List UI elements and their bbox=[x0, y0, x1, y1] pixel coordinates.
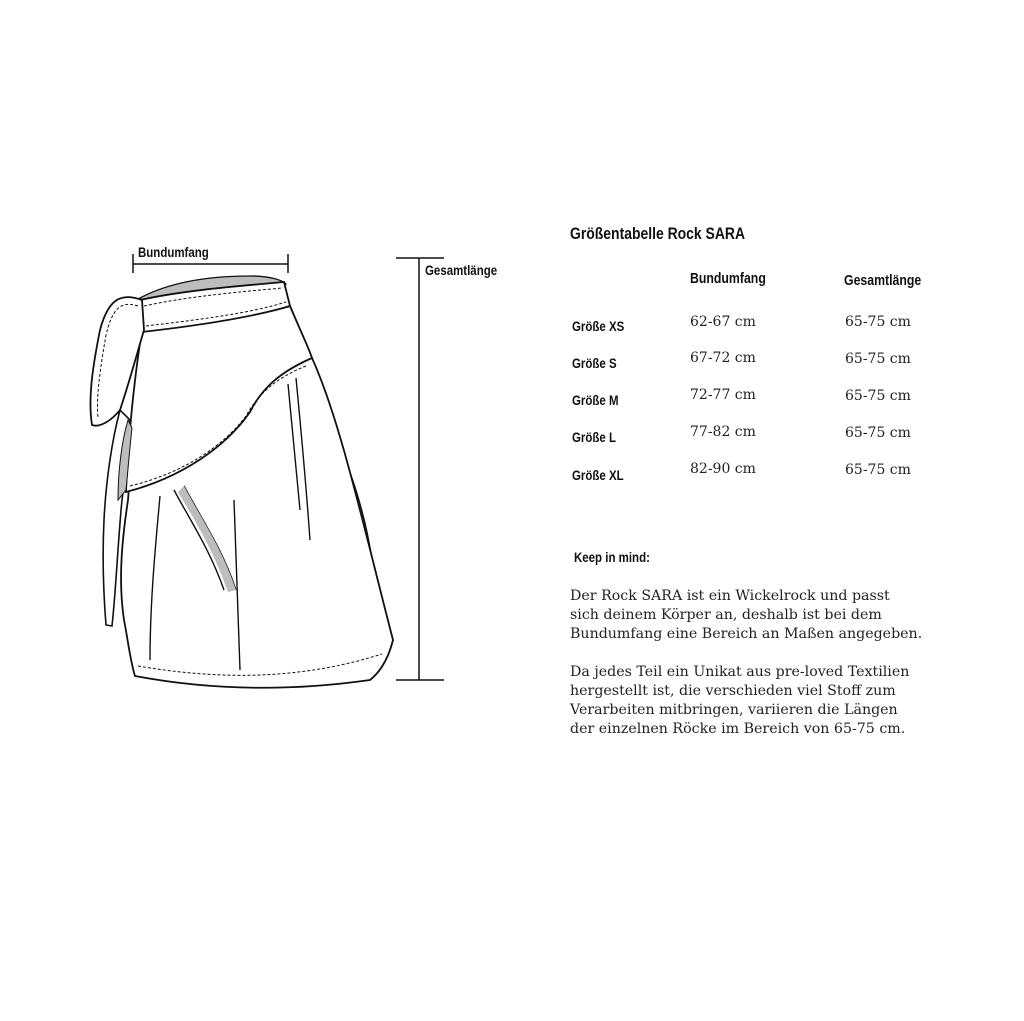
row-gesamtlaenge: 65-75 cm bbox=[845, 388, 911, 404]
notes-heading: Keep in mind: bbox=[574, 549, 650, 565]
paragraph-line: Da jedes Teil ein Unikat aus pre-loved Textilien bbox=[570, 664, 910, 680]
row-gesamtlaenge: 65-75 cm bbox=[845, 351, 911, 367]
paragraph-line: der einzelnen Röcke im Bereich von 65-75 cm. bbox=[570, 721, 906, 737]
label-bundumfang: Bundumfang bbox=[138, 244, 209, 260]
paragraph-line: Verarbeiten mitbringen, variieren die Längen bbox=[570, 702, 898, 718]
row-size-label: Größe L bbox=[572, 429, 617, 445]
paragraph-line: Der Rock SARA ist ein Wickelrock und passt bbox=[570, 588, 890, 604]
row-size-label: Größe XS bbox=[572, 318, 625, 334]
row-bundumfang: 82-90 cm bbox=[690, 461, 756, 477]
row-bundumfang: 62-67 cm bbox=[690, 314, 756, 330]
label-gesamtlaenge: Gesamtlänge bbox=[425, 262, 498, 278]
length-dimension-line bbox=[396, 258, 444, 680]
paragraph-line: sich deinem Körper an, deshalb ist bei dem bbox=[570, 607, 882, 623]
row-size-label: Größe XL bbox=[572, 467, 624, 483]
column-header-bundumfang: Bundumfang bbox=[690, 270, 766, 287]
row-gesamtlaenge: 65-75 cm bbox=[845, 314, 911, 330]
row-bundumfang: 72-77 cm bbox=[690, 387, 756, 403]
row-size-label: Größe S bbox=[572, 355, 617, 371]
paragraph-line: Bundumfang eine Bereich an Maßen angegeben. bbox=[570, 626, 923, 642]
notes-paragraph-1 bbox=[570, 587, 922, 644]
notes-paragraph-2 bbox=[570, 663, 909, 739]
row-size-label: Größe M bbox=[572, 392, 619, 408]
row-bundumfang: 67-72 cm bbox=[690, 350, 756, 366]
row-bundumfang: 77-82 cm bbox=[690, 424, 756, 440]
table-title: Größentabelle Rock SARA bbox=[570, 224, 746, 243]
row-gesamtlaenge: 65-75 cm bbox=[845, 425, 911, 441]
skirt-illustration bbox=[0, 0, 520, 720]
column-header-gesamtlaenge: Gesamtlänge bbox=[844, 272, 922, 289]
paragraph-line: hergestellt ist, die verschieden viel Stoff zum bbox=[570, 683, 896, 699]
row-gesamtlaenge: 65-75 cm bbox=[845, 462, 911, 478]
